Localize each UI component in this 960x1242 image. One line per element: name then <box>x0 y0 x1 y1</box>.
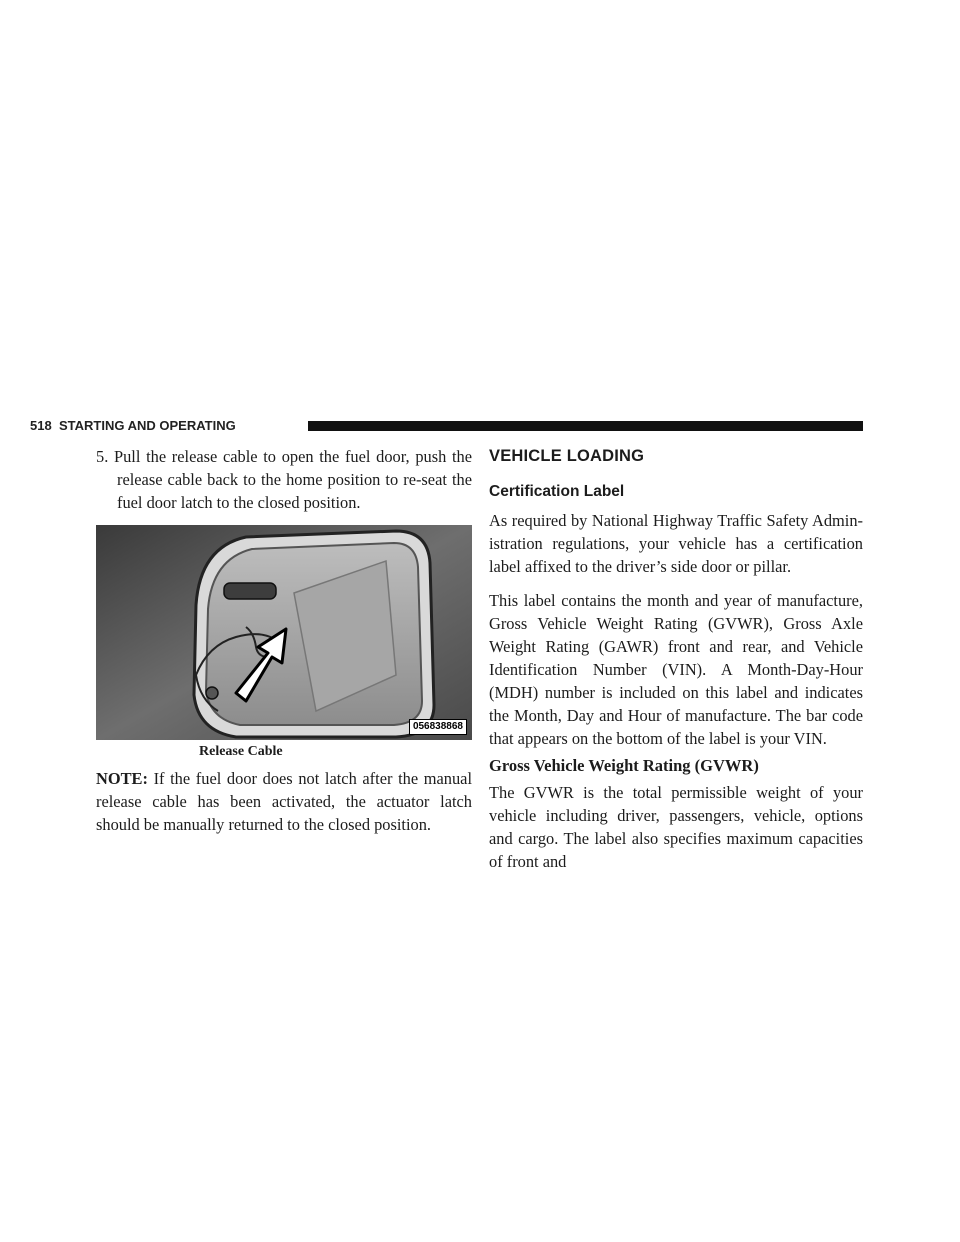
left-column <box>96 446 472 836</box>
release-cable-illustration <box>96 525 472 740</box>
note-label: NOTE: <box>96 769 148 788</box>
subheading-gvwr: Gross Vehicle Weight Rating (GVWR) <box>489 756 759 775</box>
header-rule <box>308 421 863 431</box>
subheading-certification-label: Certification Label <box>489 483 625 500</box>
right-column <box>489 446 863 873</box>
certification-paragraph: As required by National Highway Traffic Safety Admin-istration regulations, your vehicle has a certification label affixed to the driver’s side door or pillar. <box>489 511 863 576</box>
page-header <box>30 418 863 434</box>
section-heading: VEHICLE LOADING <box>489 447 645 465</box>
figure-caption: Release Cable <box>199 744 283 759</box>
release-cable-figure <box>96 525 472 740</box>
step-5-text: 5. Pull the release cable to open the fuel door, push the release cable back to the home position to re-seat the fuel door latch to the closed position. <box>96 447 472 512</box>
note-text: If the fuel door does not latch after the manual release cable has been activated, the actuator latch should be manually returned to the closed position. <box>96 769 472 834</box>
note-paragraph <box>96 767 472 836</box>
section-title: STARTING AND OPERATING <box>59 418 236 433</box>
figure-code: 056838868 <box>409 719 467 735</box>
page-number: 518 <box>30 418 52 433</box>
label-contents-paragraph: This label contains the month and year of manufacture, Gross Vehicle Weight Rating (GVWR), Gross Axle Weight Rating (GAWR) front and rear, and Vehicle Identification Number (VIN). A Month-Day-Hour (MDH) number is included on this label and indicates the Month, Day and Hour of manufacture. The bar code that appears on the bottom of the label is your VIN. <box>489 591 863 748</box>
gvwr-paragraph: The GVWR is the total permissible weight of your vehicle including driver, passengers, vehicle, options and cargo. The label also specifies maximum capacities of front and <box>489 783 863 871</box>
